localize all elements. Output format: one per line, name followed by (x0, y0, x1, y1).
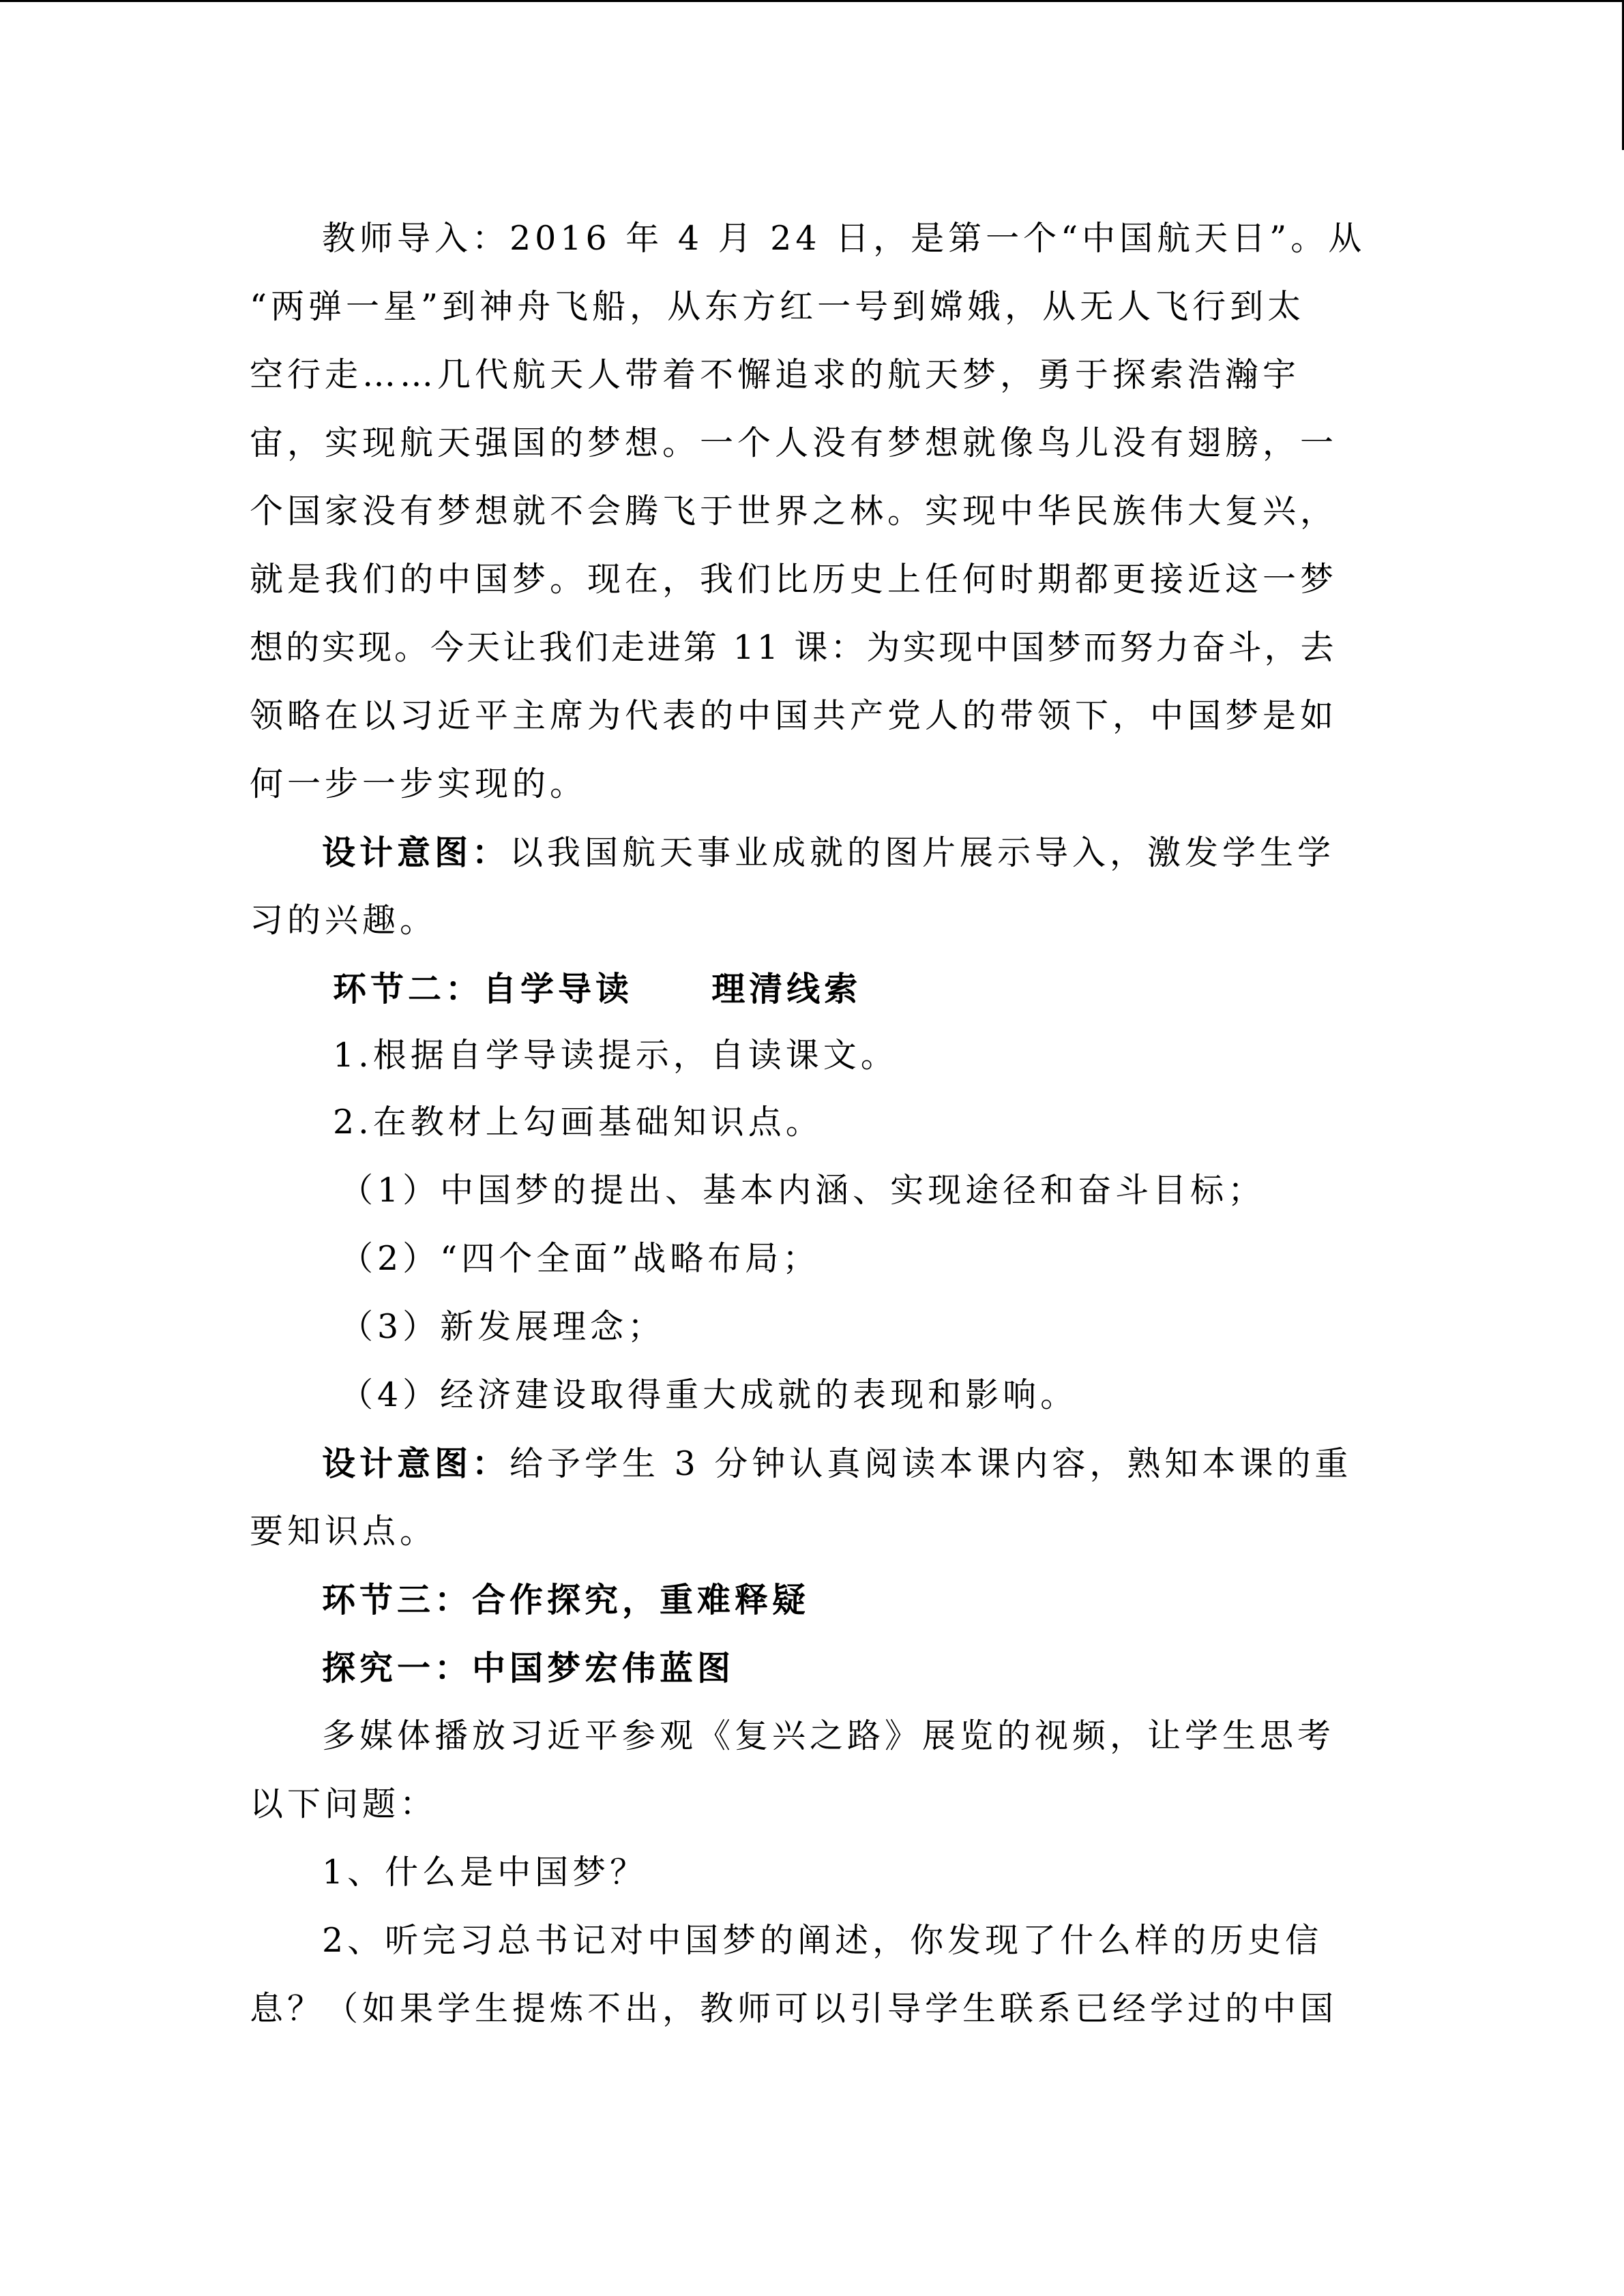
para-intro-line-6: 就是我们的中国梦。现在，我们比历史上任何时期都更接近这一梦 (250, 560, 1338, 599)
question-2-line-2: 息？（如果学生提炼不出，教师可以引导学生联系已经学过的中国 (250, 1989, 1338, 2028)
sub-item-2: （2）“四个全面”战略布局； (340, 1239, 821, 1278)
para-intro-line-9: 何一步一步实现的。 (250, 764, 588, 803)
list-item-1: 1.根据自学导读提示，自读课文。 (333, 1036, 898, 1075)
sub-item-1: （1）中国梦的提出、基本内涵、实现途径和奋斗目标； (340, 1171, 1266, 1210)
question-1: 1、什么是中国梦？ (322, 1853, 648, 1892)
para-intro-line-5: 个国家没有梦想就不会腾飞于世界之林。实现中华民族伟大复兴， (250, 492, 1338, 531)
para-intro-line-7: 想的实现。今天让我们走进第 11 课：为实现中国梦而努力奋斗，去 (250, 628, 1337, 667)
para-intro-line-2: “两弹一星”到神舟飞船，从东方红一号到嫦娥，从无人飞行到太 (250, 287, 1305, 326)
design-intent-text: 以我国航天事业成就的图片展示导入，激发学生学 (510, 833, 1335, 872)
sub-heading-explore-1: 探究一：中国梦宏伟蓝图 (322, 1648, 735, 1688)
design-intent-text: 给予学生 3 分钟认真阅读本课内容，熟知本课的重 (510, 1444, 1353, 1483)
design-intent-label: 设计意图： (322, 833, 510, 872)
para-intro-line-4: 宙，实现航天强国的梦想。一个人没有梦想就像鸟儿没有翅膀，一 (250, 423, 1338, 462)
para-intro-line-1: 教师导入：2016 年 4 月 24 日，是第一个“中国航天日”。从 (322, 219, 1366, 258)
sub-item-3: （3）新发展理念； (340, 1307, 666, 1346)
para-intro-line-8: 领略在以习近平主席为代表的中国共产党人的带领下，中国梦是如 (250, 696, 1338, 735)
question-2-line-1: 2、听完习总书记对中国梦的阐述，你发现了什么样的历史信 (322, 1921, 1323, 1960)
para-multimedia-line-2: 以下问题： (250, 1785, 438, 1823)
sub-item-4: （4）经济建设取得重大成就的表现和影响。 (340, 1375, 1078, 1414)
design-intent-1-line-2: 习的兴趣。 (250, 901, 438, 940)
para-intro-line-3: 空行走……几代航天人带着不懈追求的航天梦，勇于探索浩瀚宇 (250, 355, 1301, 394)
section-heading-3: 环节三：合作探究，重难释疑 (322, 1580, 810, 1620)
page-top-border (0, 0, 1624, 2)
design-intent-1-line-1 (322, 832, 1335, 874)
design-intent-2-line-2: 要知识点。 (250, 1512, 438, 1551)
design-intent-label: 设计意图： (322, 1444, 510, 1483)
list-item-2: 2.在教材上勾画基础知识点。 (333, 1103, 823, 1142)
para-multimedia-line-1: 多媒体播放习近平参观《复兴之路》展览的视频，让学生思考 (322, 1716, 1335, 1755)
section-heading-2: 环节二：自学导读 理清线索 (333, 969, 862, 1009)
design-intent-2-line-1 (322, 1443, 1352, 1485)
